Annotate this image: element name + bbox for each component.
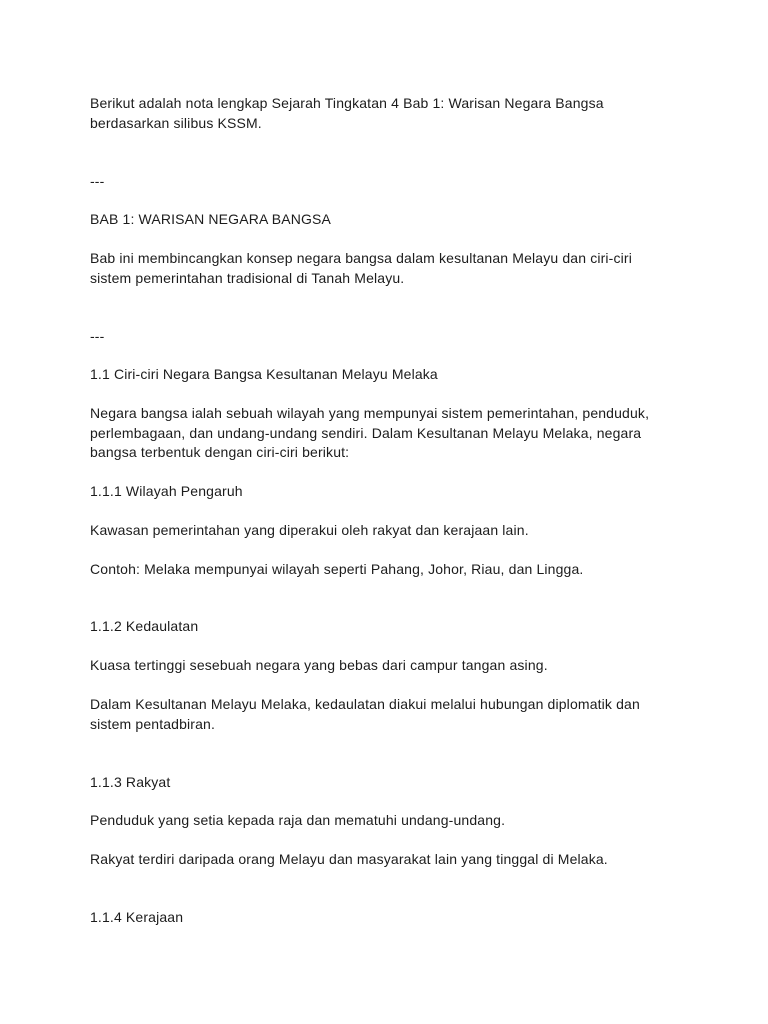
subsection-1-1-3-para-1: Penduduk yang setia kepada raja dan mematuhi undang-undang. [90, 812, 506, 828]
section-heading-1-1: 1.1 Ciri-ciri Negara Bangsa Kesultanan Melayu Melaka [90, 366, 438, 382]
subsection-1-1-1-para-2: Contoh: Melaka mempunyai wilayah seperti Pahang, Johor, Riau, dan Lingga. [90, 561, 584, 577]
section-1-1-para-line-3: bangsa terbentuk dengan ciri-ciri berikut: [90, 444, 350, 460]
separator: --- [90, 328, 105, 344]
subsection-1-1-1-para-1: Kawasan pemerintahan yang diperakui oleh rakyat dan kerajaan lain. [90, 522, 529, 538]
subsection-1-1-2-para-2-line-1: Dalam Kesultanan Melayu Melaka, kedaulatan diakui melalui hubungan diplomatik dan [90, 696, 640, 712]
subsection-1-1-2-para-1: Kuasa tertinggi sesebuah negara yang bebas dari campur tangan asing. [90, 657, 548, 673]
subsection-heading-1-1-2: 1.1.2 Kedaulatan [90, 618, 199, 634]
section-1-1-para-line-1: Negara bangsa ialah sebuah wilayah yang mempunyai sistem pemerintahan, penduduk, [90, 405, 650, 421]
subsection-heading-1-1-4: 1.1.4 Kerajaan [90, 909, 184, 925]
separator: --- [90, 173, 105, 189]
intro-line-1: Berikut adalah nota lengkap Sejarah Tingkatan 4 Bab 1: Warisan Negara Bangsa [90, 95, 604, 111]
section-1-1-para-line-2: perlembagaan, dan undang-undang sendiri. Dalam Kesultanan Melayu Melaka, negara [90, 425, 642, 441]
subsection-heading-1-1-1: 1.1.1 Wilayah Pengaruh [90, 483, 243, 499]
subsection-1-1-3-para-2: Rakyat terdiri daripada orang Melayu dan masyarakat lain yang tinggal di Melaka. [90, 851, 608, 867]
subsection-1-1-2-para-2-line-2: sistem pentadbiran. [90, 716, 216, 732]
chapter-desc-line-1: Bab ini membincangkan konsep negara bangsa dalam kesultanan Melayu dan ciri-ciri [90, 250, 632, 266]
chapter-title: BAB 1: WARISAN NEGARA BANGSA [90, 211, 331, 227]
chapter-desc-line-2: sistem pemerintahan tradisional di Tanah Melayu. [90, 270, 405, 286]
intro-line-2: berdasarkan silibus KSSM. [90, 115, 262, 131]
subsection-heading-1-1-3: 1.1.3 Rakyat [90, 774, 171, 790]
